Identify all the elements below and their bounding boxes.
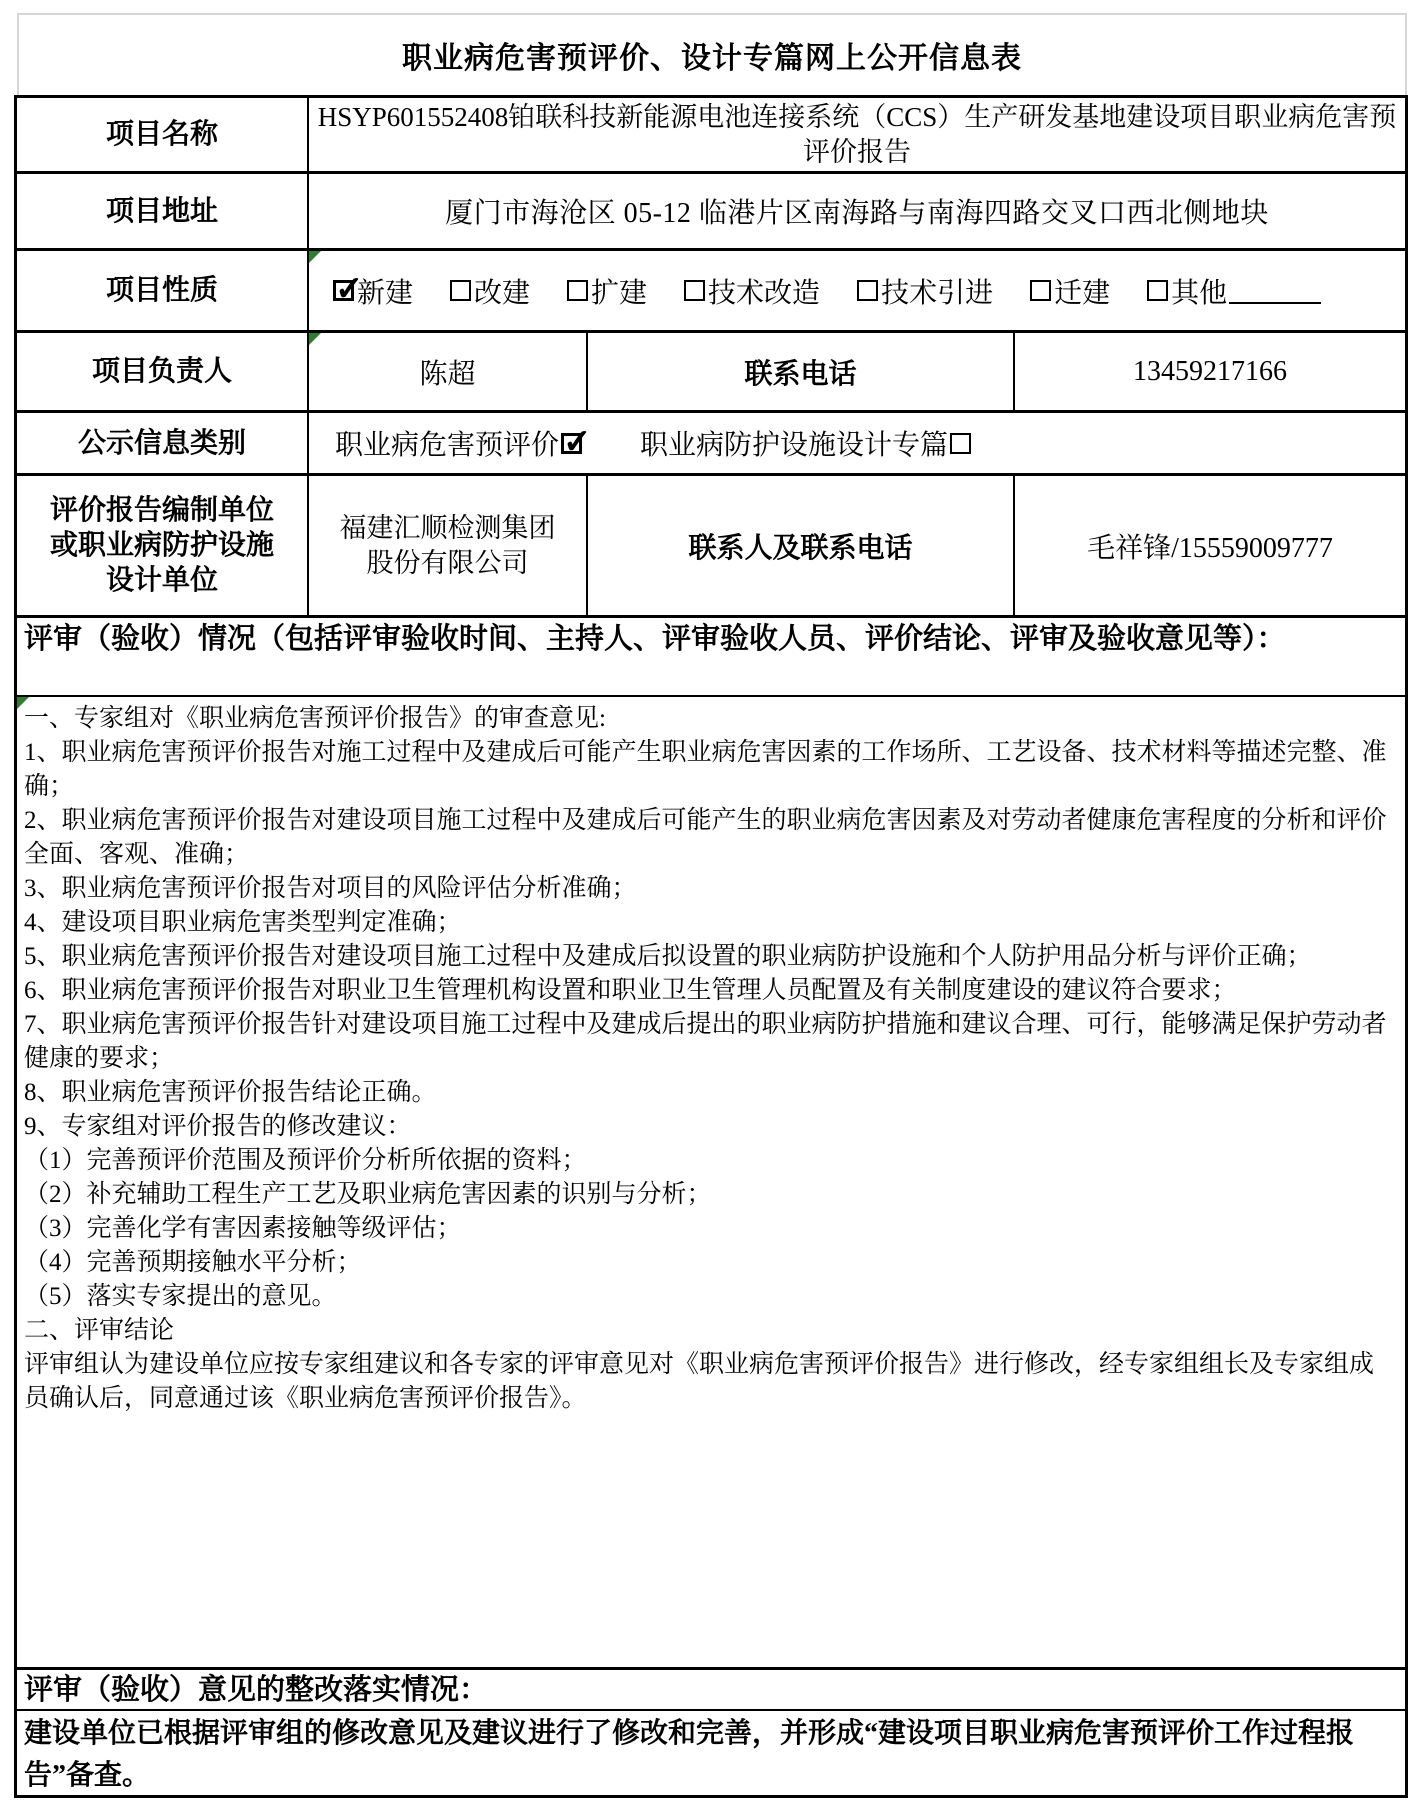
cell-flag-triangle <box>309 333 321 345</box>
public-info-type-options <box>309 413 1405 473</box>
project-address-value: 厦门市海沧区 05-12 临港片区南海路与南海四路交叉口西北侧地块 <box>445 198 1269 229</box>
review-line: （4）完善预期接触水平分析； <box>24 1249 362 1276</box>
report-org-label: 评价报告编制单位或职业病防护设施设计单位 <box>17 476 309 615</box>
checkbox-empty-icon <box>1030 280 1051 301</box>
review-line: 4、建设项目职业病危害类型判定准确； <box>24 909 462 936</box>
nature-option-tech-import <box>857 271 993 311</box>
public-info-option-label: 职业病危害预评价 <box>335 430 560 461</box>
nature-option-label: 扩建 <box>591 277 648 309</box>
report-org-name: 福建汇顺检测集团股份有限公司 <box>309 476 588 615</box>
nature-option-label: 其他 <box>1171 277 1228 309</box>
review-line: 一、专家组对《职业病危害预评价报告》的审查意见: <box>24 705 606 732</box>
checkbox-empty-icon <box>857 280 878 301</box>
checkbox-empty-icon <box>1147 280 1168 301</box>
contact-label: 联系人及联系电话 <box>588 476 1015 615</box>
nature-option-relocate <box>1030 271 1110 311</box>
public-info-option-label: 职业病防护设施设计专篇 <box>640 430 949 461</box>
info-table <box>14 95 1408 1798</box>
checkbox-empty-icon <box>567 280 588 301</box>
review-line: 2、职业病危害预评价报告对建设项目施工过程中及建成后可能产生的职业病危害因素及对劳动者健康危害程度的分析和评价全面、客观、准确； <box>24 807 1387 868</box>
phone-label: 联系电话 <box>588 333 1015 410</box>
table-row-review-header <box>17 615 1405 695</box>
review-line: 1、职业病危害预评价报告对施工过程中及建成后可能产生职业病危害因素的工作场所、工艺设备、技术材料等描述完整、准确； <box>24 739 1387 800</box>
phone-value: 13459217166 <box>1133 355 1287 387</box>
review-line: （1）完善预评价范围及预评价分析所依据的资料； <box>24 1147 587 1174</box>
nature-option-other <box>1147 271 1321 311</box>
table-row-public-info-type <box>17 410 1405 473</box>
rectification-section-header: 评审（验收）意见的整改落实情况： <box>24 1673 489 1706</box>
table-row-project-name <box>17 98 1405 171</box>
project-leader-label: 项目负责人 <box>17 333 309 410</box>
table-row-project-address <box>17 171 1405 248</box>
nature-option-expand <box>567 271 647 311</box>
table-row-review-content <box>17 695 1405 1667</box>
checkbox-empty-icon <box>950 433 971 454</box>
nature-option-label: 新建 <box>357 277 414 309</box>
review-line: 8、职业病危害预评价报告结论正确。 <box>24 1079 437 1106</box>
nature-option-label: 改建 <box>474 277 531 309</box>
project-address-label: 项目地址 <box>17 174 309 248</box>
review-line: （3）完善化学有害因素接触等级评估； <box>24 1215 462 1242</box>
checkbox-empty-icon <box>684 280 705 301</box>
page-title: 职业病危害预评价、设计专篇网上公开信息表 <box>402 42 1022 75</box>
cell-flag-triangle <box>17 697 29 709</box>
cell-flag-triangle <box>309 251 321 263</box>
table-row-project-nature <box>17 248 1405 330</box>
public-info-option-preevaluation <box>335 423 582 463</box>
nature-option-label: 迁建 <box>1054 277 1111 309</box>
nature-option-label: 技术引进 <box>881 277 994 309</box>
review-content <box>17 697 1405 1667</box>
table-row-rectification-content <box>17 1709 1405 1795</box>
review-section-header: 评审（验收）情况（包括评审验收时间、主持人、评审验收人员、评价结论、评审及验收意见等）： <box>24 623 1286 655</box>
review-line: 7、职业病危害预评价报告针对建设项目施工过程中及建成后提出的职业病防护措施和建议合理、可行，能够满足保护劳动者健康的要求； <box>24 1011 1387 1072</box>
project-name-label: 项目名称 <box>17 98 309 171</box>
project-leader-name <box>309 333 588 410</box>
checkbox-checked-icon <box>561 433 582 454</box>
table-row-report-org <box>17 473 1405 615</box>
nature-option-tech-upgrade <box>684 271 820 311</box>
public-info-option-design-chapter <box>640 423 971 463</box>
nature-option-label: 技术改造 <box>708 277 821 309</box>
nature-option-rebuild <box>450 271 530 311</box>
document-title-box <box>17 13 1407 95</box>
public-info-type-label: 公示信息类别 <box>17 413 309 473</box>
checkbox-checked-icon <box>333 280 354 301</box>
project-nature-options <box>309 251 1405 330</box>
rectification-content: 建设单位已根据评审组的修改意见及建议进行了修改和完善，并形成“建设项目职业病危害预评价工作过程报告”备查。 <box>24 1718 1355 1791</box>
leader-name-text: 陈超 <box>419 358 476 390</box>
table-row-project-leader <box>17 330 1405 410</box>
table-row-rectification-header <box>17 1667 1405 1709</box>
review-line: （5）落实专家提出的意见。 <box>24 1283 337 1310</box>
other-fill-in-blank <box>1229 278 1321 304</box>
review-line: 3、职业病危害预评价报告对项目的风险评估分析准确； <box>24 875 637 902</box>
review-line: 二、评审结论 <box>24 1317 175 1344</box>
review-line: 评审组认为建设单位应按专家组建议和各专家的评审意见对《职业病危害预评价报告》进行修改，经专家组组长及专家组成员确认后，同意通过该《职业病危害预评价报告》。 <box>24 1351 1375 1412</box>
project-name-value: HSYP601552408铂联科技新能源电池连接系统（CCS）生产研发基地建设项目职业病危害预评价报告 <box>317 101 1397 167</box>
project-nature-label: 项目性质 <box>17 251 309 330</box>
review-line: （2）补充辅助工程生产工艺及职业病危害因素的识别与分析； <box>24 1181 712 1208</box>
nature-option-new <box>333 271 413 311</box>
review-line: 5、职业病危害预评价报告对建设项目施工过程中及建成后拟设置的职业病防护设施和个人防护用品分析与评价正确； <box>24 943 1312 970</box>
checkbox-empty-icon <box>450 280 471 301</box>
review-line: 9、专家组对评价报告的修改建议： <box>24 1113 412 1140</box>
contact-value: 毛祥锋/15559009777 <box>1087 532 1333 564</box>
review-line: 6、职业病危害预评价报告对职业卫生管理机构设置和职业卫生管理人员配置及有关制度建设的建议符合要求； <box>24 977 1237 1004</box>
